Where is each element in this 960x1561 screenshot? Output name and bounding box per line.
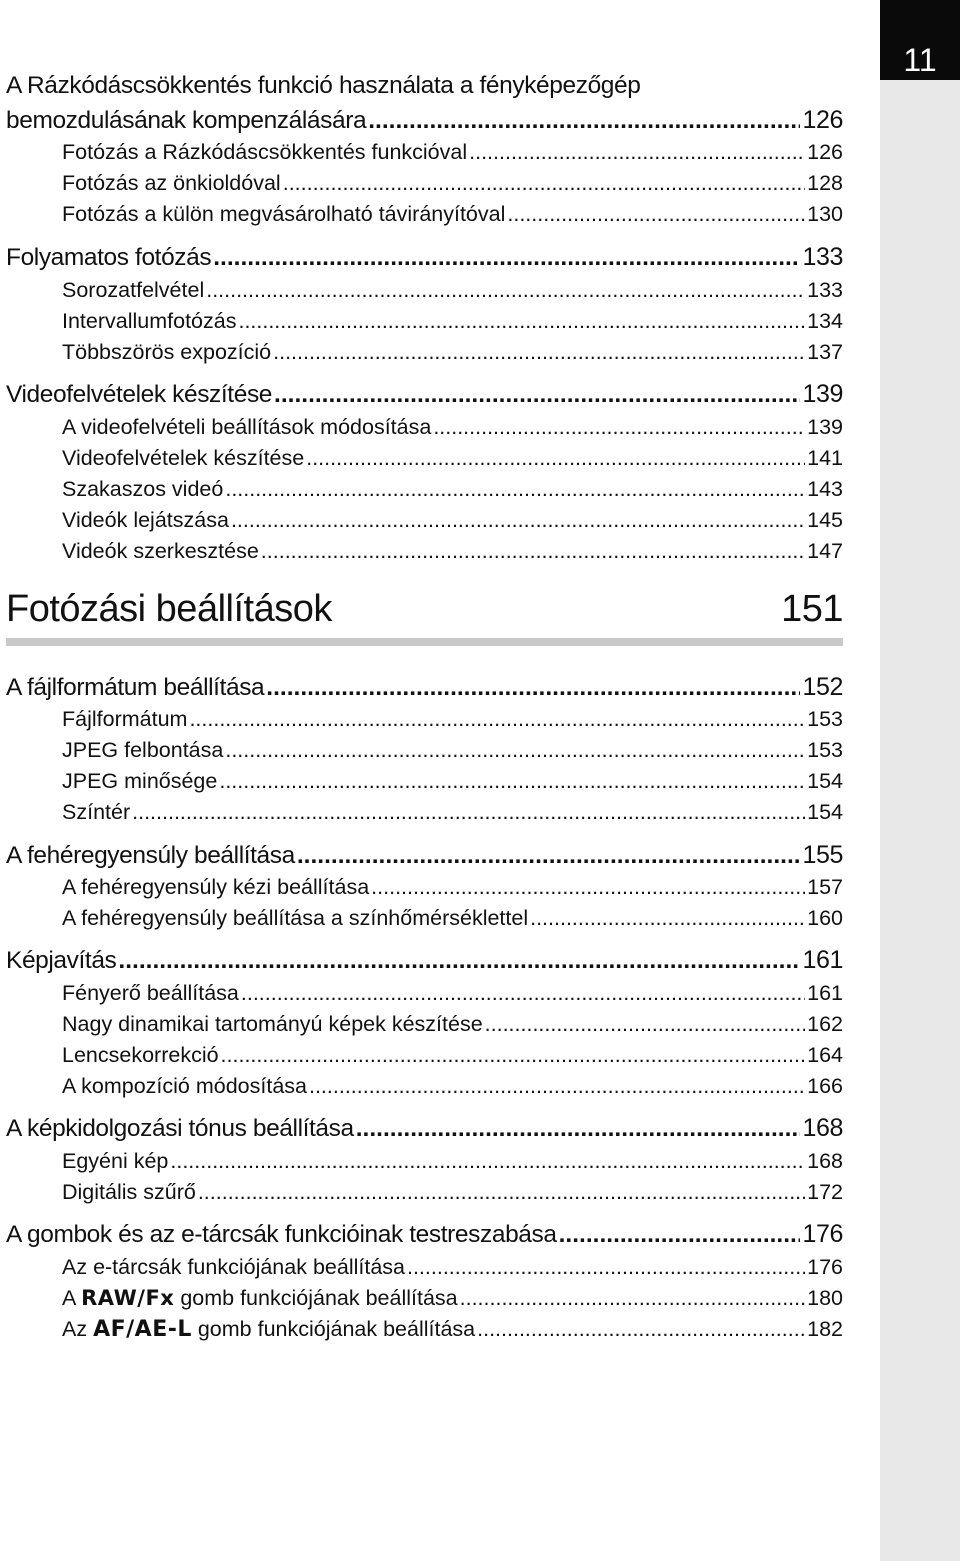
toc-entry[interactable]	[62, 1012, 843, 1037]
toc-entry-title: A fehéregyensúly beállítása a színhőmérséklettel	[62, 906, 529, 930]
toc-entry[interactable]	[6, 72, 843, 100]
toc-entry-page: 155	[802, 841, 843, 869]
dot-leader	[132, 800, 805, 825]
toc-entry-title: Videók lejátszása	[62, 508, 229, 532]
toc-entry-page: 143	[807, 477, 843, 501]
dot-leader	[371, 875, 805, 900]
toc-entry-page: 139	[807, 415, 843, 439]
toc-entry[interactable]	[62, 800, 843, 825]
toc-entry-page: 147	[807, 539, 843, 563]
toc-entry-title: A videofelvételi beállítások módosítása	[62, 415, 432, 439]
toc-entry-title: A kompozíció módosítása	[62, 1074, 307, 1098]
dot-leader	[189, 707, 805, 732]
toc-entry-page: 130	[807, 202, 843, 226]
toc-entry[interactable]	[62, 202, 843, 227]
dot-leader	[407, 1255, 805, 1280]
toc-entry-title: JPEG minősége	[62, 769, 218, 793]
toc-entry[interactable]	[62, 508, 843, 533]
dot-leader	[221, 1043, 806, 1068]
toc-entry[interactable]	[62, 875, 843, 900]
toc-entry-title: Nagy dinamikai tartományú képek készítése	[62, 1012, 483, 1036]
toc-entry-title: Videofelvételek készítése	[62, 446, 305, 470]
dot-leader	[118, 947, 800, 975]
toc-entry-page: 126	[807, 140, 843, 164]
toc-entry-prefix: Az	[62, 1317, 94, 1341]
dot-leader	[274, 381, 800, 409]
page-number-tab	[880, 0, 960, 80]
dot-leader	[238, 309, 805, 334]
toc-entry-page: 153	[807, 707, 843, 731]
dot-leader	[460, 1286, 806, 1311]
toc-entry-title: Fotózás a Rázkódáscsökkentés funkcióval	[62, 140, 468, 164]
toc-entry-page: 164	[807, 1043, 843, 1067]
toc-entry-page: 145	[807, 508, 843, 532]
toc-entry-page: 153	[807, 738, 843, 762]
toc-entry[interactable]	[6, 1220, 843, 1249]
toc-entry[interactable]	[6, 106, 843, 135]
toc-entry-page: 134	[807, 309, 843, 333]
toc-entry[interactable]	[6, 946, 843, 975]
toc-entry-page: 141	[807, 446, 843, 470]
toc-entry-page: 176	[802, 1220, 843, 1248]
toc-entry[interactable]	[62, 415, 843, 440]
toc-entry-page: 182	[807, 1317, 843, 1341]
toc-entry-page: 176	[807, 1255, 843, 1279]
toc-entry-page: 160	[807, 906, 843, 930]
toc-entry-title: A képkidolgozási tónus beállítása	[6, 1115, 354, 1142]
toc-entry[interactable]	[62, 1255, 843, 1280]
toc-entry[interactable]	[62, 981, 843, 1006]
toc-entry-page: 154	[807, 769, 843, 793]
toc-entry-title: A Rázkódáscsökkentés funkció használata a fényképezőgép	[6, 72, 641, 99]
dot-leader	[530, 906, 805, 931]
toc-entry-page: 152	[802, 673, 843, 701]
dot-leader	[433, 415, 805, 440]
toc-entry-title: Egyéni kép	[62, 1149, 169, 1173]
toc-entry-suffix: gomb funkciójának beállítása	[191, 1317, 476, 1341]
toc-entry[interactable]	[6, 243, 843, 272]
toc-entry-title: Folyamatos fotózás	[6, 244, 212, 271]
toc-entry-title: Videofelvételek készítése	[6, 381, 273, 408]
dot-leader	[485, 1012, 805, 1037]
raw-fx-button-label: RAW/Fx	[81, 1286, 175, 1310]
toc-entry-page: 139	[802, 380, 843, 408]
toc-entry-title: Az e-tárcsák funkciójának beállítása	[62, 1255, 405, 1279]
dot-leader	[170, 1149, 805, 1174]
dot-leader	[356, 1115, 801, 1143]
dot-leader	[219, 769, 805, 794]
toc-entry[interactable]	[62, 1180, 843, 1205]
toc-entry-title: Fotózás a külön megvásárolható távirányítóval	[62, 202, 506, 226]
toc-entry[interactable]	[62, 906, 843, 931]
section-heading[interactable]	[6, 588, 843, 631]
toc-entry-prefix: A	[62, 1286, 82, 1310]
toc-entry-page: 133	[802, 243, 843, 271]
dot-leader	[306, 446, 805, 471]
toc-entry-page: 166	[807, 1074, 843, 1098]
toc-entry-title: A gombok és az e-tárcsák funkcióinak testreszabása	[6, 1221, 557, 1248]
toc-entry-title: A fehéregyensúly kézi beállítása	[62, 875, 370, 899]
toc-entry-page: 154	[807, 800, 843, 824]
toc-entry-page: 168	[807, 1149, 843, 1173]
dot-leader	[507, 202, 805, 227]
toc-entry[interactable]	[6, 673, 843, 702]
toc-entry[interactable]	[62, 1317, 843, 1342]
toc-entry[interactable]	[6, 380, 843, 409]
toc-entry-page: 161	[807, 981, 843, 1005]
dot-leader	[206, 278, 805, 303]
toc-entry-title: Fájlformátum	[62, 707, 188, 731]
toc-entry-title: Intervallumfotózás	[62, 309, 237, 333]
toc-entry[interactable]	[62, 1043, 843, 1068]
toc-entry-page: 157	[807, 875, 843, 899]
dot-leader	[297, 842, 801, 870]
toc-entry-page: 161	[802, 946, 843, 974]
dot-leader	[266, 674, 800, 702]
dot-leader	[198, 1180, 805, 1205]
section-title: Fotózási beállítások	[6, 588, 332, 630]
toc-entry-title: bemozdulásának kompenzálására	[6, 107, 367, 134]
toc-entry-title: Színtér	[62, 800, 131, 824]
toc-entry-title: Fotózás az önkioldóval	[62, 171, 281, 195]
toc-entry-title: A fájlformátum beállítása	[6, 674, 265, 701]
dot-leader	[225, 738, 805, 763]
toc-entry-title: Lencsekorrekció	[62, 1043, 219, 1067]
toc-entry[interactable]	[6, 1114, 843, 1143]
toc-entry[interactable]	[62, 707, 843, 732]
toc-entry[interactable]	[62, 1074, 843, 1099]
toc-entry-page: 133	[807, 278, 843, 302]
toc-entry[interactable]	[62, 738, 843, 763]
toc-entry-title: Szakaszos videó	[62, 477, 224, 501]
toc-entry-title: Fényerő beállítása	[62, 981, 239, 1005]
toc-entry[interactable]	[62, 446, 843, 471]
section-divider	[6, 638, 843, 646]
dot-leader	[368, 107, 800, 135]
dot-leader	[273, 340, 805, 365]
toc-entry-page: 126	[802, 106, 843, 134]
toc-entry[interactable]	[62, 1149, 843, 1174]
toc-entry[interactable]	[62, 278, 843, 303]
toc-entry[interactable]	[62, 140, 843, 165]
dot-leader	[283, 171, 805, 196]
dot-leader	[261, 539, 805, 564]
dot-leader	[241, 981, 805, 1006]
page-number: 11	[903, 42, 937, 78]
toc-entry[interactable]	[62, 1286, 843, 1311]
toc-entry[interactable]	[62, 539, 843, 564]
toc-entry-title: Digitális szűrő	[62, 1180, 196, 1204]
toc-entry[interactable]	[62, 309, 843, 334]
toc-entry-title: Videók szerkesztése	[62, 539, 259, 563]
toc-entry-page: 172	[807, 1180, 843, 1204]
dot-leader	[231, 508, 805, 533]
dot-leader	[559, 1221, 801, 1249]
toc-entry-title: Sorozatfelvétel	[62, 278, 205, 302]
dot-leader	[309, 1074, 805, 1099]
toc-entry[interactable]	[62, 477, 843, 502]
toc-entry[interactable]	[62, 769, 843, 794]
toc-entry[interactable]	[62, 171, 843, 196]
toc-entry[interactable]	[6, 841, 843, 870]
toc-entry-suffix: gomb funkciójának beállítása	[174, 1286, 458, 1310]
toc-entry-page: 168	[802, 1114, 843, 1142]
toc-entry-page: 128	[807, 171, 843, 195]
side-tab-strip	[880, 0, 960, 1561]
dot-leader	[225, 477, 805, 502]
af-ae-l-button-label: AF/AE-L	[93, 1317, 192, 1342]
dot-leader	[477, 1317, 805, 1342]
toc-entry-title: A fehéregyensúly beállítása	[6, 842, 295, 869]
toc-entry-page: 162	[807, 1012, 843, 1036]
toc-entry-title: Többszörös expozíció	[62, 340, 272, 364]
toc-entry-page: 180	[807, 1286, 843, 1310]
dot-leader	[213, 244, 800, 272]
dot-leader	[469, 140, 805, 165]
section-page: 151	[781, 588, 843, 630]
toc-entry-page: 137	[807, 340, 843, 364]
toc-entry[interactable]	[62, 340, 843, 365]
toc-entry-title: JPEG felbontása	[62, 738, 224, 762]
toc-entry-title: Képjavítás	[6, 947, 117, 974]
